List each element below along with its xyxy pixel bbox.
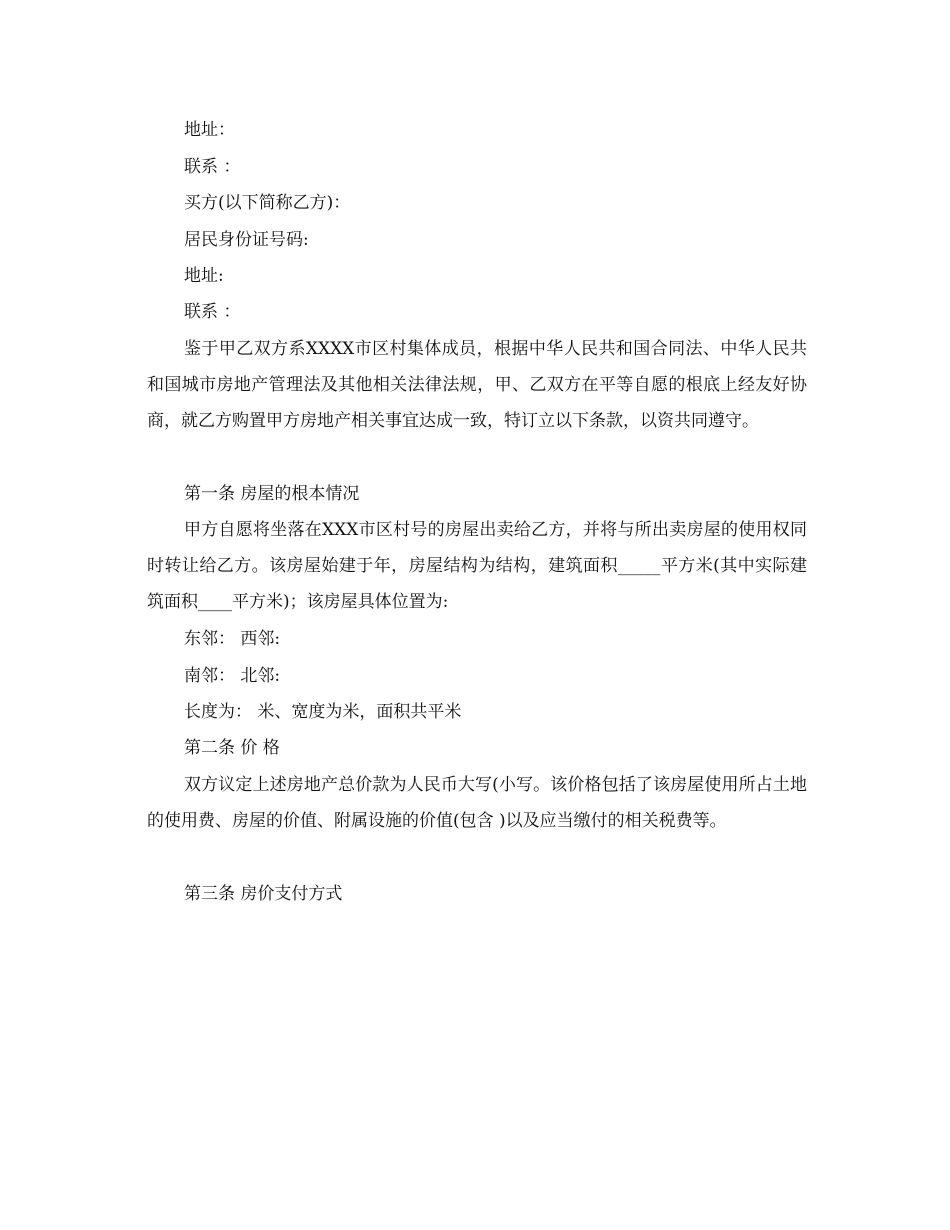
east-west-neighbors: 东邻： 西邻: — [184, 629, 281, 649]
article1-title: 第一条 房屋的根本情况 — [184, 484, 360, 504]
south-north-neighbors: 南邻： 北邻: — [184, 666, 281, 686]
article2-body: 双方议定上述房地产总价款为人民币大写(小写。该价格包括了该房屋使用所占土地的使用费、房屋的价值、附属设施的价值(包含 )以及应当缴付的相关税费等。 — [147, 775, 807, 831]
seller-address-label: 地址： — [184, 120, 235, 140]
seller-contact-label: 联系 ： — [184, 157, 241, 177]
preamble-paragraph: 鉴于甲乙双方系XXXX市区村集体成员，根据中华人民共和国合同法、中华人民共和国城市房地产管理法及其他相关法律法规，甲、乙双方在平等自愿的根底上经友好协商，就乙方购置甲方房地产相关事宜达成一致，特订立以下条款，以资共同遵守。 — [147, 339, 807, 431]
buyer-address-label: 地址: — [184, 266, 224, 286]
article1-body: 甲方自愿将坐落在XXX市区村号的房屋出卖给乙方，并将与所出卖房屋的使用权同时转让给乙方。该房屋始建于年，房屋结构为结构，建筑面积_____平方米(其中实际建筑面积____平方米)；该房屋具体位置为: — [147, 520, 807, 612]
buyer-label: 买方(以下简称乙方)： — [184, 193, 351, 213]
article2-title: 第二条 价 格 — [184, 738, 280, 758]
dimensions-line: 长度为： 米、宽度为米，面积共平米 — [184, 702, 462, 722]
buyer-contact-label: 联系 ： — [184, 302, 241, 322]
article3-title: 第三条 房价支付方式 — [184, 884, 343, 904]
buyer-id-label: 居民身份证号码: — [184, 230, 309, 250]
